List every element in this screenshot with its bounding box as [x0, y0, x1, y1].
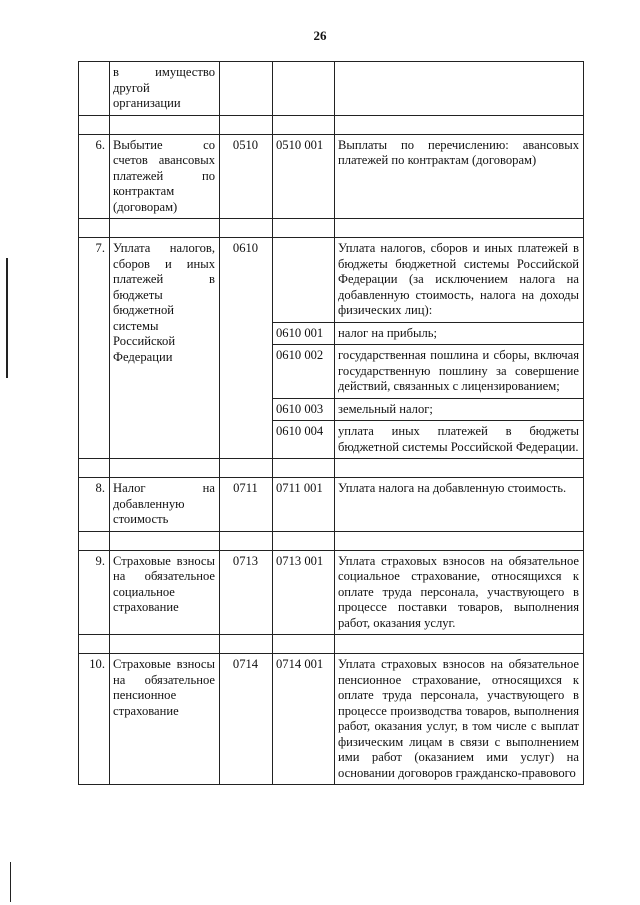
row-spacer	[79, 115, 584, 134]
table-row	[79, 550, 584, 635]
row-description: уплата иных платежей в бюджеты бюджетной системы Российской Федерации.	[335, 421, 584, 459]
row-subcode	[273, 62, 335, 116]
row-code: 0610	[220, 238, 273, 459]
row-description: Уплата налогов, сборов и иных платежей в бюджеты бюджетной системы Российской Федерации (за исключением налога на добавленную стоимость, налога на доходы физических лиц):	[335, 238, 584, 323]
table-row	[79, 478, 584, 532]
table-row	[79, 134, 584, 219]
row-number: 8.	[79, 478, 110, 532]
row-code	[220, 62, 273, 116]
row-description: Выплаты по перечислению: авансовых платежей по контрактам (договорам)	[335, 134, 584, 219]
row-name: Страховые взносы на обязательное социальное страхование	[110, 550, 220, 635]
table-row	[79, 238, 584, 323]
row-subcode: 0610 003	[273, 398, 335, 421]
row-code: 0713	[220, 550, 273, 635]
scan-mark-left	[6, 258, 8, 378]
row-code: 0510	[220, 134, 273, 219]
row-number	[79, 62, 110, 116]
payments-table	[78, 61, 584, 785]
table-row	[79, 62, 584, 116]
row-subcode: 0711 001	[273, 478, 335, 532]
row-subcode: 0610 002	[273, 345, 335, 399]
row-description: государственная пошлина и сборы, включая государственную пошлину за совершение действий, связанных с лицензированием;	[335, 345, 584, 399]
row-name: Выбытие со счетов авансовых платежей по контрактам (договорам)	[110, 134, 220, 219]
row-description	[335, 62, 584, 116]
row-description: земельный налог;	[335, 398, 584, 421]
row-description: налог на прибыль;	[335, 322, 584, 345]
row-code: 0711	[220, 478, 273, 532]
row-spacer	[79, 531, 584, 550]
row-number: 10.	[79, 654, 110, 785]
row-name: Налог на добавленную стоимость	[110, 478, 220, 532]
row-spacer	[79, 459, 584, 478]
row-description: Уплата страховых взносов на обязательное социальное страхование, относящихся к оплате труда персонала, участвующего в процессе поставки товаров, выполнения работ, оказания услуг.	[335, 550, 584, 635]
row-code: 0714	[220, 654, 273, 785]
row-description: Уплата страховых взносов на обязательное пенсионное страхование, относящихся к оплате труда персонала, участвующего в процессе производства товаров, выполнения работ, оказания услуг, в том числе с выплат физическим лицам в связи с выполнением ими работ (оказанием ими услуг) на основании договоров гражданско-правового	[335, 654, 584, 785]
row-number: 9.	[79, 550, 110, 635]
row-name: Уплата налогов, сборов и иных платежей в бюджеты бюджетной системы Российской Федерации	[110, 238, 220, 459]
row-number: 6.	[79, 134, 110, 219]
row-subcode: 0714 001	[273, 654, 335, 785]
row-subcode: 0610 001	[273, 322, 335, 345]
row-number: 7.	[79, 238, 110, 459]
row-subcode	[273, 238, 335, 323]
row-description: Уплата налога на добавленную стоимость.	[335, 478, 584, 532]
row-subcode: 0713 001	[273, 550, 335, 635]
scan-mark-left-bottom	[10, 862, 11, 902]
row-subcode: 0610 004	[273, 421, 335, 459]
row-spacer	[79, 635, 584, 654]
row-name: в имущество другой организации	[110, 62, 220, 116]
row-spacer	[79, 219, 584, 238]
row-name: Страховые взносы на обязательное пенсионное страхование	[110, 654, 220, 785]
row-subcode: 0510 001	[273, 134, 335, 219]
page-number: 26	[313, 28, 327, 43]
table-row	[79, 654, 584, 785]
